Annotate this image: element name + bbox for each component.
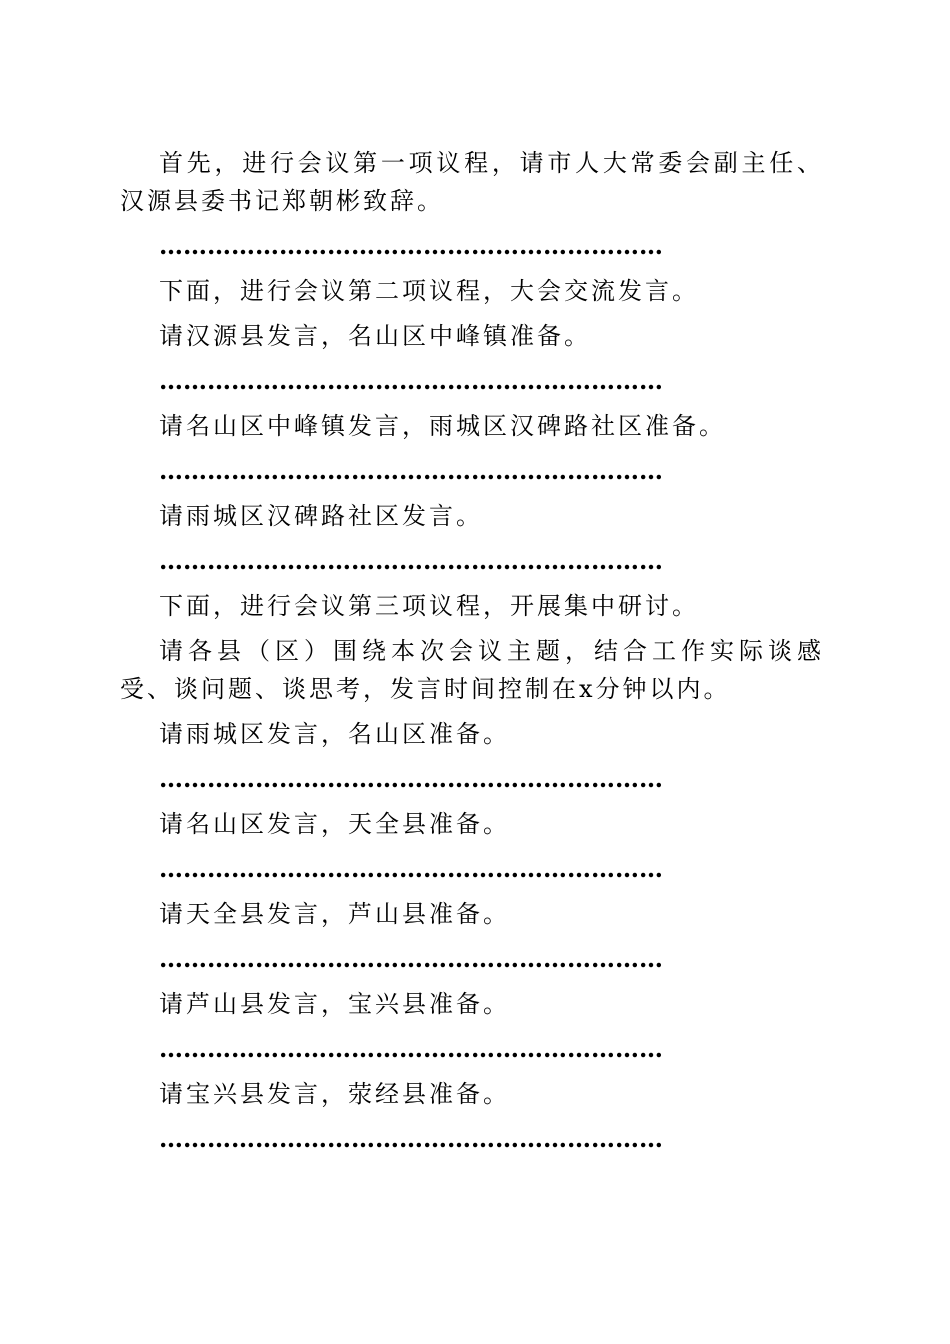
- paragraph-speaker-baoxing: 请宝兴县发言，荥经县准备。: [159, 1080, 510, 1108]
- paragraph-speaker-hanyuan: 请汉源县发言，名山区中峰镇准备。: [159, 322, 591, 350]
- dotted-separator: ………………………………………………………: [159, 366, 663, 395]
- paragraph-discussion-instructions: 请各县（区）围绕本次会议主题，结合工作实际谈感受、谈问题、谈思考，发言时间控制在x分钟以内。: [120, 637, 824, 703]
- dotted-separator: ………………………………………………………: [159, 944, 663, 973]
- paragraph-agenda-2: 下面，进行会议第二项议程，大会交流发言。: [159, 277, 699, 305]
- dotted-separator: ………………………………………………………: [159, 231, 663, 260]
- document-body: [120, 144, 824, 1165]
- paragraph-speaker-hanbeilu: 请雨城区汉碑路社区发言。: [159, 502, 483, 530]
- paragraph-speaker-yucheng: 请雨城区发言，名山区准备。: [159, 720, 510, 748]
- paragraph-speaker-zhongfeng: 请名山区中峰镇发言，雨城区汉碑路社区准备。: [159, 412, 726, 440]
- dotted-separator: ………………………………………………………: [159, 1124, 663, 1153]
- dotted-separator: ………………………………………………………: [159, 456, 663, 485]
- dotted-separator: ………………………………………………………: [159, 764, 663, 793]
- paragraph-speaker-lushan: 请芦山县发言，宝兴县准备。: [159, 990, 510, 1018]
- dotted-separator: ………………………………………………………: [159, 546, 663, 575]
- dotted-separator: ………………………………………………………: [159, 854, 663, 883]
- paragraph-agenda-1: 首先，进行会议第一项议程，请市人大常委会副主任、汉源县委书记郑朝彬致辞。: [120, 149, 824, 215]
- paragraph-agenda-3: 下面，进行会议第三项议程，开展集中研讨。: [159, 592, 699, 620]
- dotted-separator: ………………………………………………………: [159, 1034, 663, 1063]
- paragraph-speaker-mingshan: 请名山区发言，天全县准备。: [159, 810, 510, 838]
- paragraph-speaker-tianquan: 请天全县发言，芦山县准备。: [159, 900, 510, 928]
